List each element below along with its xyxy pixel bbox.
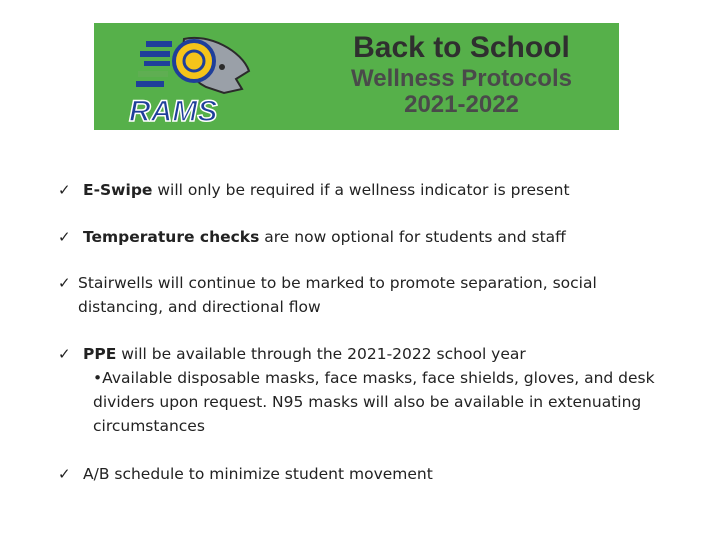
list-item-ppe: [58, 342, 678, 438]
checkmark-icon: ✓: [58, 465, 71, 483]
checkmark-icon: ✓: [58, 274, 71, 292]
bullet-text: A/B schedule to minimize student movement: [83, 465, 433, 483]
ram-head-icon: [174, 38, 249, 93]
bullet-bold: PPE: [83, 345, 117, 363]
checkmark-icon: ✓: [58, 228, 71, 246]
header-banner: [94, 23, 619, 130]
bullet-bold: E-Swipe: [83, 181, 153, 199]
list-item-stairwells: [58, 271, 678, 319]
bullet-text: are now optional for students and staff: [259, 228, 566, 246]
speed-lines-icon: [136, 41, 172, 87]
banner-title-line2: Wellness Protocols: [351, 65, 572, 92]
list-item-temperature: [58, 225, 566, 249]
bullet-text: will only be required if a wellness indicator is present: [152, 181, 570, 199]
checkmark-icon: ✓: [58, 345, 71, 363]
list-item-ab-schedule: [58, 462, 433, 486]
checkmark-icon: ✓: [58, 181, 71, 199]
bullet-text: Stairwells will continue to be marked to promote separation, social distancing, and directional flow: [78, 274, 597, 316]
bullet-bold: Temperature checks: [83, 228, 260, 246]
list-item-eswipe: [58, 178, 570, 202]
rams-logo-text: RAMS: [129, 95, 218, 126]
rams-logo: [124, 31, 254, 126]
banner-title-line1: Back to School: [353, 31, 570, 64]
banner-title-line3: 2021-2022: [404, 91, 519, 118]
banner-title: [309, 29, 614, 117]
ppe-subitem: •Available disposable masks, face masks, face shields, gloves, and desk dividers upon request. N95 masks will also be available in extenuating circumstances: [93, 369, 655, 435]
bullet-text: will be available through the 2021-2022 school year: [116, 345, 526, 363]
